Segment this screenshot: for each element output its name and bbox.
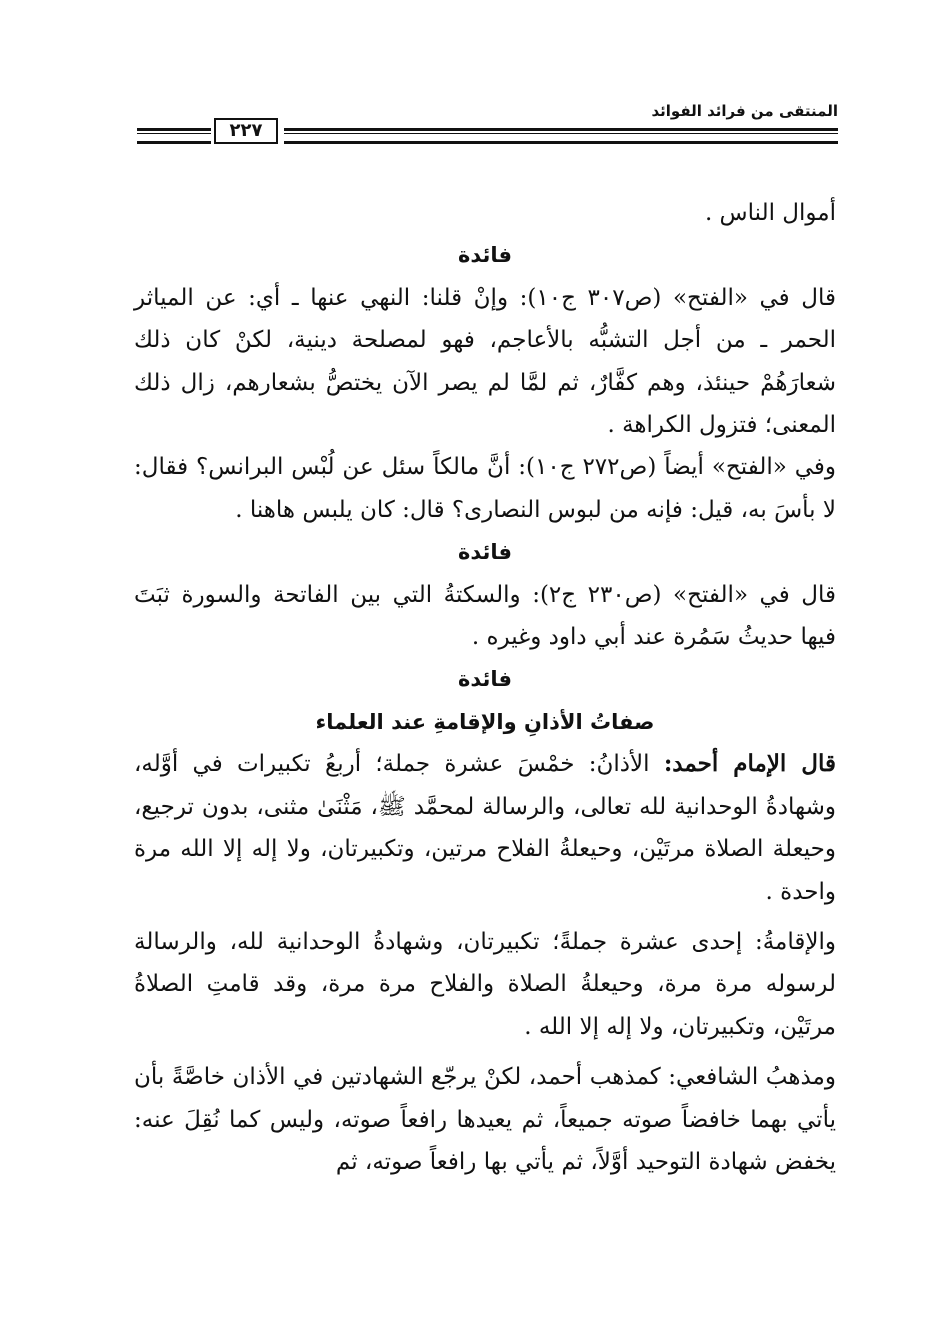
section-heading-faida-1: فائدة bbox=[457, 243, 513, 268]
paragraph-baranis: وفي «الفتح» أيضاً (ص٢٧٢ ج١٠): أنَّ مالكاً سئل عن لُبْس البرانس؟ فقال: لا بأسَ به، قيل: فإنه من لبوس النصارى؟ قال: كان يلبس هاهنا . bbox=[134, 454, 836, 523]
paragraph-continuation: أموال الناس . bbox=[704, 200, 836, 226]
paragraph-ahmad-adhan bbox=[134, 743, 836, 913]
paragraph-iqamah: والإقامةُ: إحدى عشرة جملةً؛ تكبيرتان، وشهادةُ الوحدانية لله، والرسالة لرسوله مرة مرة، وحيعلةُ الصلاة والفلاح مرة مرة، وقد قامتِ الصلاةُ مرتَيْن، وتكبيرتان، ولا إله إلا الله . bbox=[134, 928, 836, 1040]
header-rule-left bbox=[137, 128, 211, 144]
paragraph-shafii: ومذهبُ الشافعي: كمذهب أحمد، لكنْ يرجّع الشهادتين في الأذان خاصَّةً بأن يأتي بهما خافضاً صوته جميعاً، ثم يعيدها رافعاً صوته، وليس كما نُقِلَ عنه: يخفض شهادة التوحيد أوَّلاً، ثم يأتي بها رافعاً صوته، ثم bbox=[134, 1064, 836, 1175]
paragraph-lead: قال الإمام أحمد: bbox=[663, 750, 836, 778]
page-body bbox=[134, 192, 836, 1183]
paragraph-text: الأذانُ: خمْسَ عشرة جملة؛ أربعُ تكبيرات في أوَّله، وشهادةُ الوحدانية لله تعالى، والرسالة لمحمَّد ﷺ، مَثْنَىٰ مثنى، بدون ترجيع، وحيعلة الصلاة مرتَيْن، وحيعلةُ الفلاح مرتين، وتكبيرتان، ولا إله إلا الله مرة واحدة . bbox=[134, 751, 836, 905]
paragraph-saktah: قال في «الفتح» (ص٢٣٠ ج٢): والسكتةُ التي بين الفاتحة والسورة ثبَتَ فيها حديثُ سَمُرة عند أبي داود وغيره . bbox=[134, 581, 836, 651]
page-number: ٢٢٧ bbox=[214, 118, 278, 144]
paragraph-mayathir: قال في «الفتح» (ص٣٠٧ ج١٠): وإنْ قلنا: النهي عنها ـ أي: عن المياثر الحمر ـ من أجل التشبُّه بالأعاجم، فهو لمصلحة دينية، لكنْ كان ذلك شعارَهُمْ حينئذ، وهم كفَّارٌ، ثم لمَّا لم يصر الآن يختصُّ بشعارهم، زال ذلك المعنى؛ فتزول الكراهة . bbox=[134, 284, 836, 439]
section-subheading-adhan: صفاتُ الأذانِ والإقامةِ عند العلماء bbox=[315, 709, 655, 734]
section-heading-faida-2: فائدة bbox=[457, 540, 513, 565]
running-title: المنتقى من فرائد الفوائد bbox=[651, 102, 838, 120]
header-rule-right bbox=[284, 128, 838, 144]
section-heading-faida-3: فائدة bbox=[457, 667, 513, 692]
